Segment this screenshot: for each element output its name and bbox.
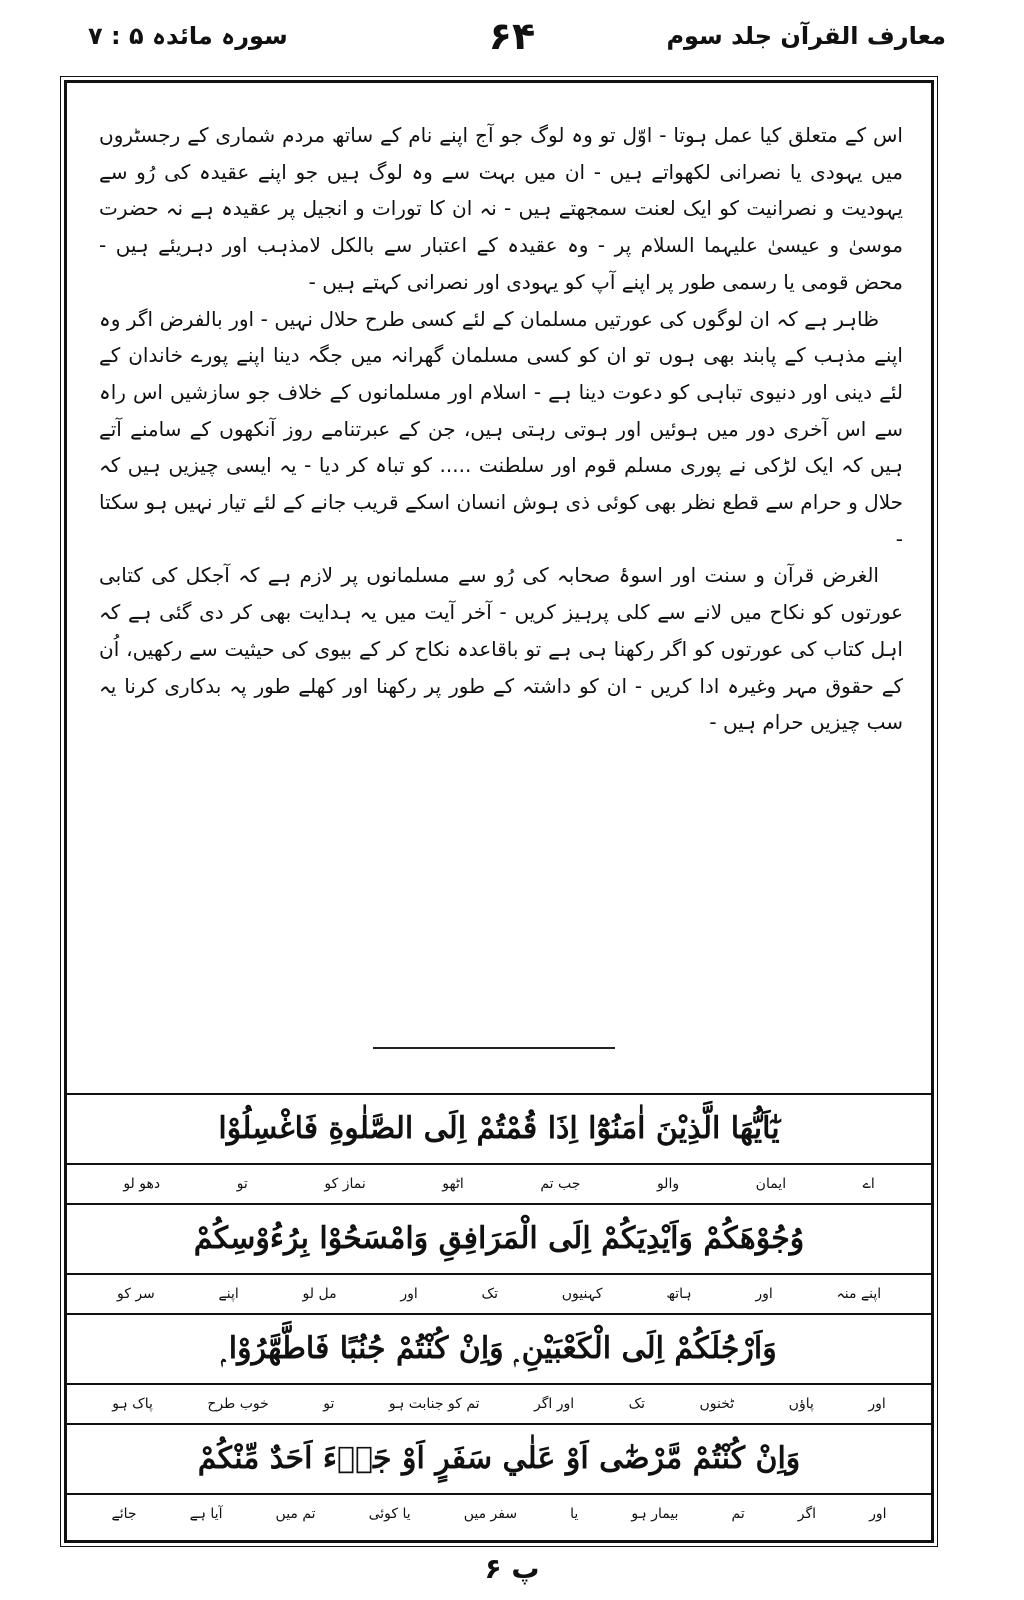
gloss-word: اور [869,1506,887,1522]
gloss-line-3 [67,1385,931,1425]
gloss-word: جب تم [540,1176,581,1192]
gloss-word: اٹھو [442,1176,464,1192]
paragraph-1: اس کے متعلق کیا عمل ہوتا - اوّل تو وہ لوگ جو آج اپنے نام کے ساتھ مردم شماری کے رجسٹروں میں یہودی یا نصرانی لکھواتے ہیں - ان میں بہت سے وہ لوگ ہیں جو اپنے عقیدہ کی رُو سے یہودیت و نصرانیت کو ایک لعنت سمجھتے ہیں - نہ ان کا تورات و انجیل پر عقیدہ ہے نہ حضرت موسیٰ و عیسیٰ علیہما السلام پر - وہ عقیدہ کے اعتبار سے بالکل لامذہب اور دہریئے ہیں - محض قومی یا رسمی طور پر اپنے آپ کو یہودی اور نصرانی کہتے ہیں - [99,123,903,294]
gloss-word: نماز کو [324,1176,366,1192]
page-frame [64,80,934,1543]
gloss-word: دھو لو [123,1176,161,1192]
verse-line-2: وُجُوْهَكُمْ وَاَيْدِيَكُمْ اِلَى الْمَرَافِقِ وَامْسَحُوْا بِرُءُوْسِكُمْ [67,1205,931,1275]
gloss-word: پاؤں [788,1396,814,1412]
gloss-word: ٹخنوں [699,1396,735,1412]
gloss-word: تو [236,1176,248,1192]
gloss-word: تم میں [275,1506,316,1522]
gloss-word: اور اگر [534,1396,575,1412]
gloss-word: سر کو [116,1286,155,1302]
gloss-word: آیا ہے [189,1506,223,1522]
gloss-word: اے [862,1176,875,1192]
page-number: ۶۴ [488,14,536,58]
gloss-word: ہاتھ [666,1286,692,1302]
gloss-line-4 [67,1495,931,1533]
paragraph-2: ظاہر ہے کہ ان لوگوں کی عورتیں مسلمان کے لئے کسی طرح حلال نہیں - اور بالفرض اگر وہ اپنے مذہب کے پابند بھی ہوں تو ان کو کسی مسلمان گھرانہ میں جگہ دینا اپنے پورے خاندان کے لئے دینی اور دنیوی تباہی کو دعوت دینا ہے - اسلام اور مسلمانوں کے خلاف جو سازشیں اس راہ سے اس آخری دور میں ہوئیں اور ہوتی رہتی ہیں، جن کے عبرتنامے روز آنکھوں کے سامنے آتے ہیں کہ ایک لڑکی نے پوری مسلم قوم اور سلطنت ..... کو تباہ کر دیا - یہ ایسی چیزیں ہیں کہ حلال و حرام سے قطع نظر بھی کوئی ذی ہوش انسان اسکے قریب جانے کے لئے تیار نہیں ہو سکتا - [99,306,903,551]
gloss-word: اور [400,1286,418,1302]
gloss-word: کہنیوں [561,1286,603,1302]
commentary-text [99,117,903,741]
paragraph-3: الغرض قرآن و سنت اور اسوۂ صحابہ کی رُو سے مسلمانوں پر لازم ہے کہ آجکل کی کتابی عورتوں کو نکاح میں لانے سے کلی پرہیز کریں - آخر آیت میں یہ ہدایت بھی کر دی گئی ہے کہ اہل کتاب کی عورتوں کو اگر رکھنا ہی ہے تو باقاعدہ نکاح کر کے بیوی کی حیثیت سے رکھیں، اُن کے حقوق مہر وغیرہ ادا کریں - ان کو داشتہ کے طور پر رکھنا اور کھلے طور پہ بدکاری کرنا یہ سب چیزیں حرام ہیں - [99,563,903,735]
surah-reference: سورہ مائدہ ۵ : ۷ [88,22,288,50]
gloss-word: تم [731,1506,745,1522]
gloss-word: تو [323,1396,335,1412]
gloss-word: جائے [111,1506,137,1522]
verse-table [67,1093,931,1544]
gloss-word: یا کوئی [368,1506,411,1522]
section-divider [373,1047,615,1049]
gloss-word: اگر [797,1506,817,1522]
gloss-word: خوب طرح [207,1396,269,1412]
gloss-word: بیمار ہو [631,1506,679,1522]
gloss-word: اپنے منہ [836,1286,882,1302]
verse-line-3: وَاَرْجُلَكُمْ اِلَى الْكَعْبَيْنِ ۭ وَاِنْ كُنْتُمْ جُنُبًا فَاطَّهَّرُوْا ۭ [67,1315,931,1385]
parah-marker: پ ۶ [484,1552,540,1585]
gloss-word: ایمان [755,1176,787,1192]
gloss-line-1 [67,1165,931,1205]
gloss-word: پاک ہو [112,1396,153,1412]
gloss-word: والو [656,1176,680,1192]
gloss-word: تم کو جنابت ہو [388,1396,480,1412]
gloss-word: تک [481,1286,498,1302]
gloss-word: مل لو [302,1286,337,1302]
verse-line-1: يٰٓاَيُّهَا الَّذِيْنَ اٰمَنُوْٓا اِذَا قُمْتُمْ اِلَى الصَّلٰوةِ فَاغْسِلُوْا [67,1095,931,1165]
verse-line-4: وَاِنْ كُنْتُمْ مَّرْضٰٓى اَوْ عَلٰي سَفَرٍ اَوْ جَاۗءَ اَحَدٌ مِّنْكُمْ [67,1425,931,1495]
gloss-line-2 [67,1275,931,1315]
gloss-word: اور [755,1286,773,1302]
gloss-word: یا [570,1506,579,1522]
book-title: معارف القرآن جلد سوم [666,22,946,50]
gloss-word: اپنے [218,1286,239,1302]
page-header [48,14,976,64]
gloss-word: تک [628,1396,646,1412]
gloss-word: سفر میں [463,1506,518,1522]
gloss-word: اور [868,1396,886,1412]
